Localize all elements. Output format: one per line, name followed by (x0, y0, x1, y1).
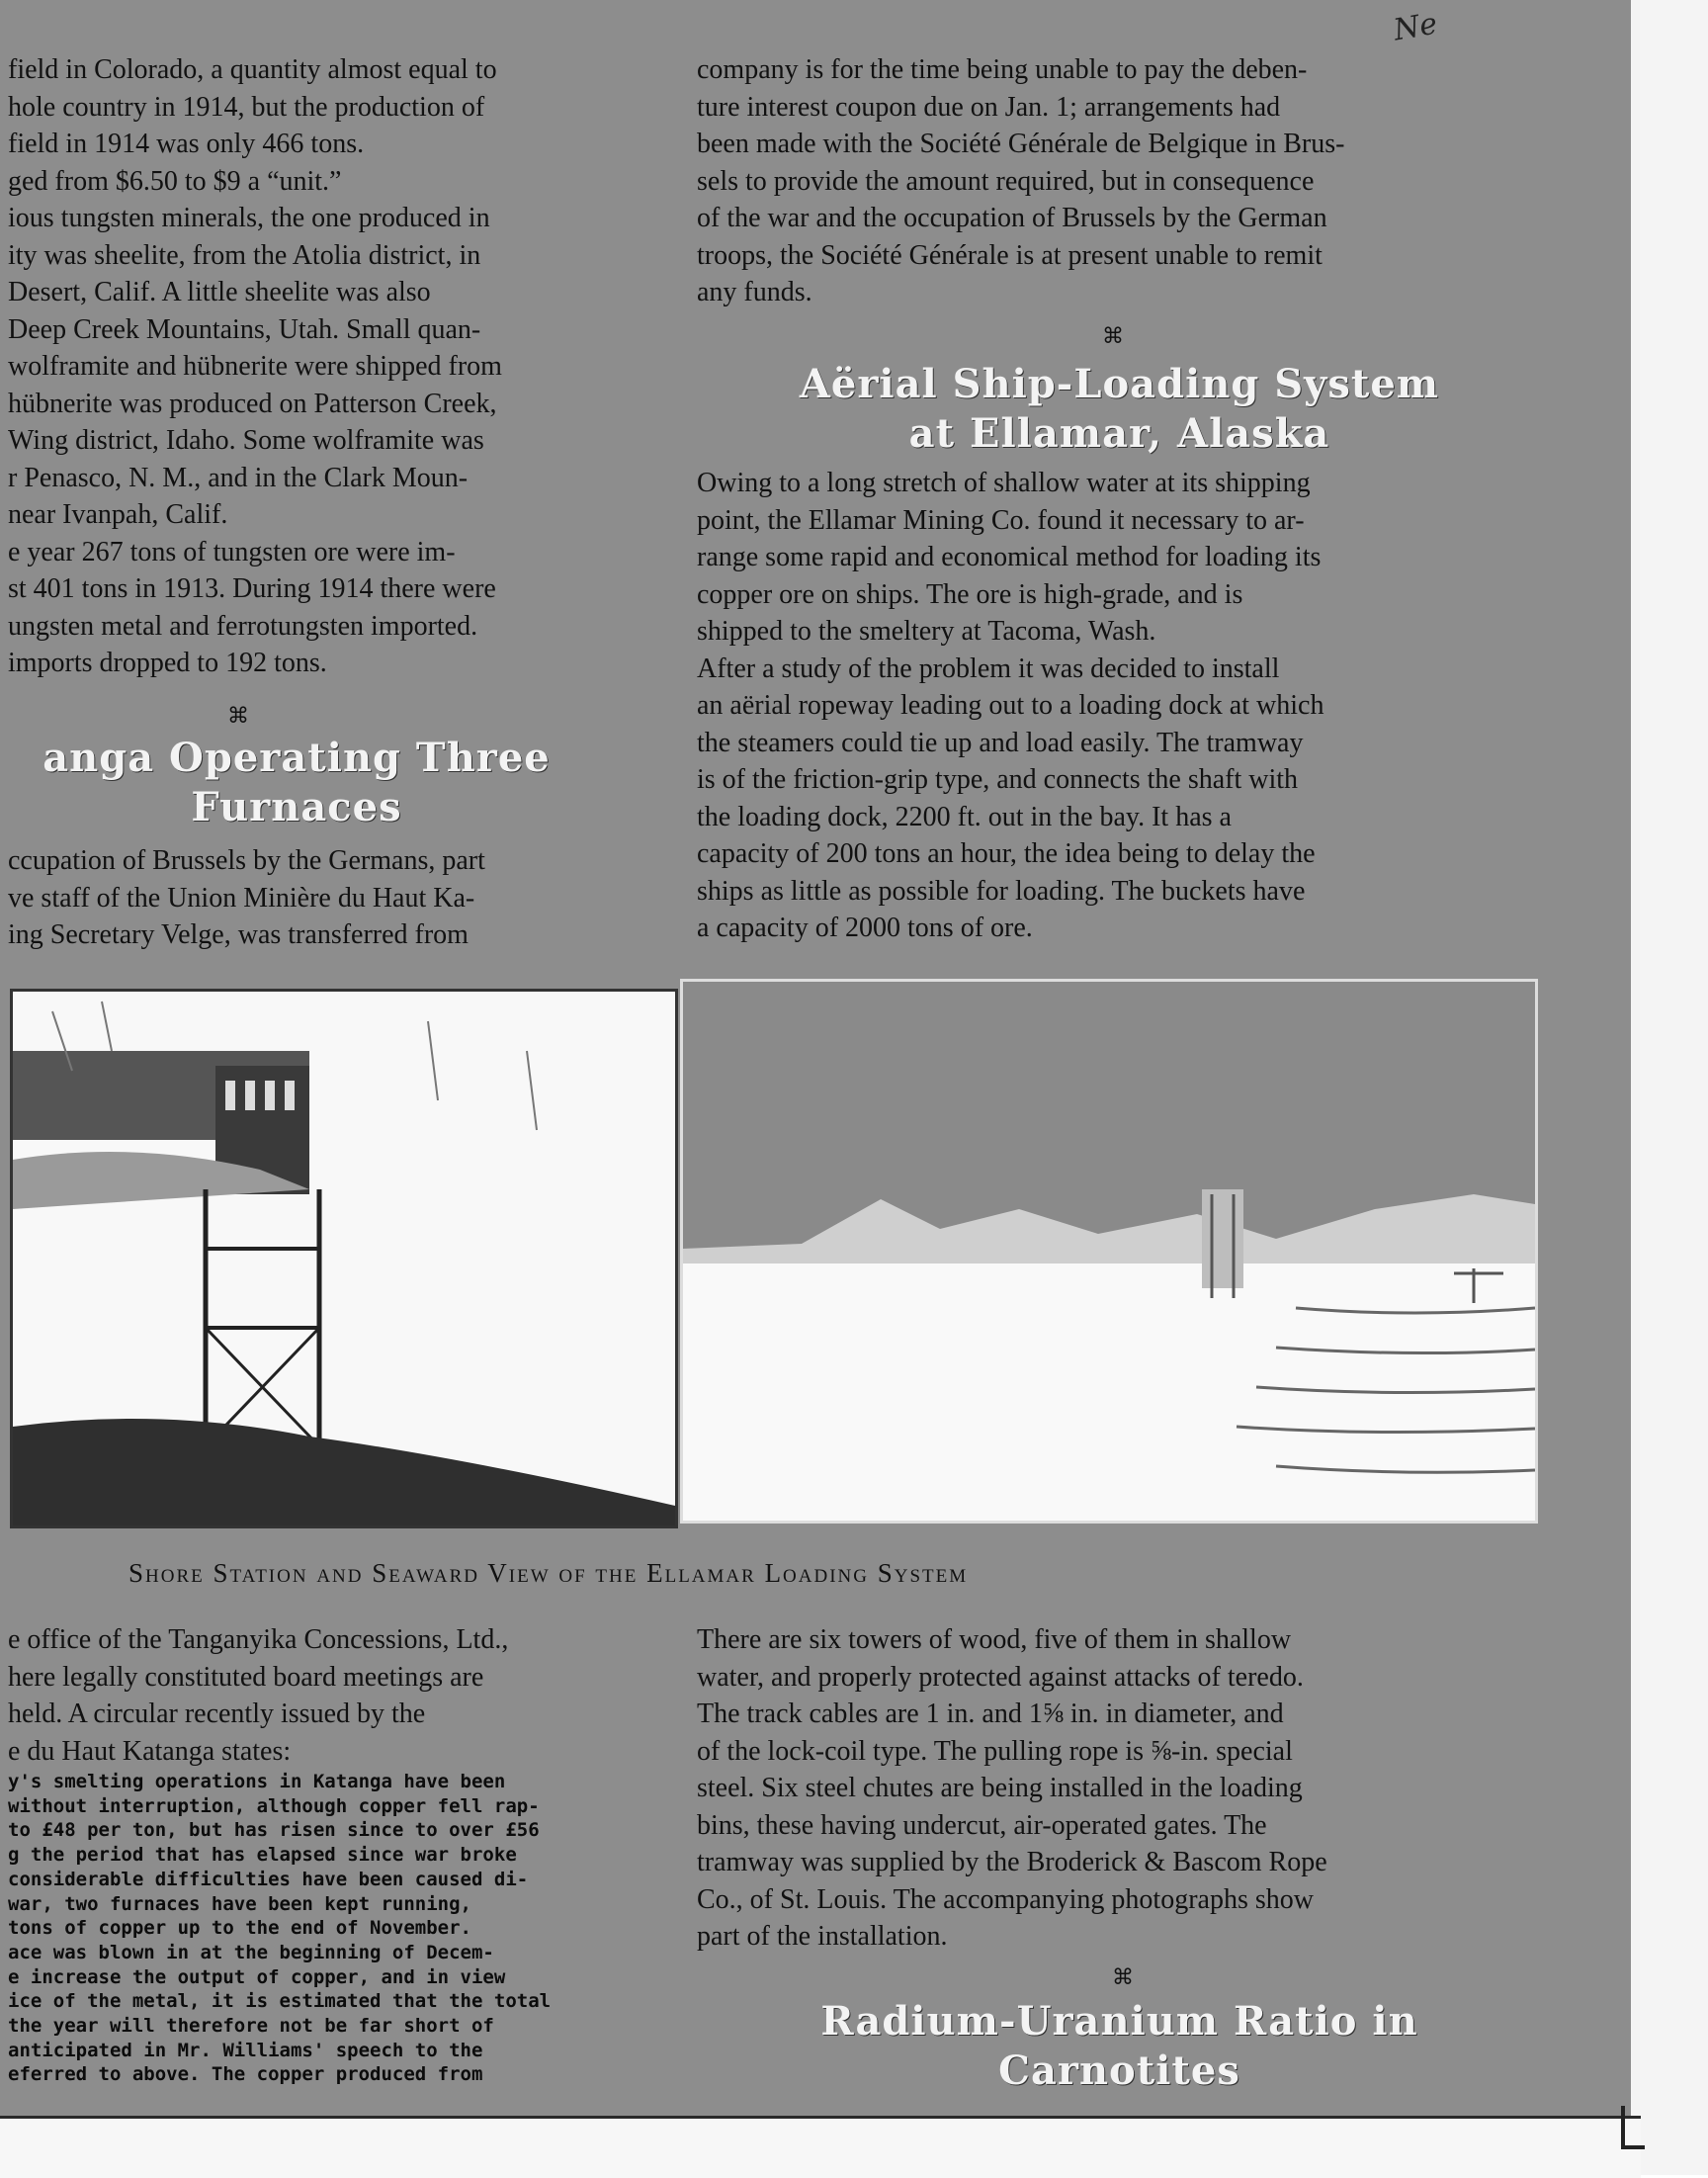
text-line: ity was sheelite, from the Atolia district, in (8, 239, 481, 271)
paper-margin-bottom (0, 2116, 1641, 2178)
headline-radium (697, 1997, 1542, 2096)
text-line: There are six towers of wood, five of them in shallow (697, 1624, 1292, 1655)
text-line: of the war and the occupation of Brussels by the German (697, 203, 1327, 233)
text-line: capacity of 200 tons an hour, the idea being to delay the (697, 838, 1316, 869)
text-line: e increase the output of copper, and in view (8, 1965, 506, 1988)
headline-katanga-line-1: anga Operating Three (43, 735, 551, 781)
text-line: ing Secretary Velge, was transferred from (8, 919, 469, 950)
text-line: held. A circular recently issued by the (8, 1699, 426, 1729)
text-line: field in Colorado, a quantity almost equal to (8, 54, 497, 85)
text-line: e office of the Tanganyika Concessions, Ltd., (8, 1624, 509, 1655)
text-line: near Ivanpah, Calif. (8, 499, 228, 530)
text-line: tramway was supplied by the Broderick & Bascom Rope (697, 1847, 1327, 1877)
text-line: e year 267 tons of tungsten ore were im- (8, 536, 456, 567)
text-line: ace was blown in at the beginning of Decem- (8, 1941, 494, 1963)
text-line: g the period that has elapsed since war broke (8, 1844, 517, 1867)
text-line: war, two furnaces have been kept running, (8, 1892, 471, 1915)
text-line: of the lock-coil type. The pulling rope is ⅝-in. special (697, 1735, 1293, 1767)
text-line: ged from $6.50 to $9 a “unit.” (8, 165, 342, 197)
paper-margin-right (1631, 0, 1708, 2175)
text-line: a capacity of 2000 tons of ore. (697, 913, 1033, 943)
headline-aerial-line-2: at Ellamar, Alaska (908, 410, 1330, 457)
text-line: troops, the Société Générale is at present unable to remit (697, 239, 1323, 271)
headline-radium-line-2: Carnotites (998, 2047, 1240, 2094)
text-line: ships as little as possible for loading. The buckets have (697, 875, 1306, 907)
text-line: anticipated in Mr. Williams' speech to the (8, 2039, 483, 2061)
text-line: without interruption, although copper fell rap- (8, 1794, 540, 1817)
text-line: point, the Ellamar Mining Co. found it necessary to ar- (697, 504, 1305, 536)
ornament: ⌘ (1112, 1965, 1134, 1990)
text-line: considerable difficulties have been caused di- (8, 1868, 529, 1890)
text-line: ice of the metal, it is estimated that the total (8, 1990, 552, 2013)
headline-katanga-line-2: Furnaces (191, 784, 402, 830)
text-line: imports dropped to 192 tons. (8, 648, 327, 678)
text-line: hole country in 1914, but the production of (8, 91, 485, 123)
text-line: shipped to the smeltery at Tacoma, Wash. (697, 616, 1156, 647)
text-line: company is for the time being unable to pay the deben- (697, 54, 1308, 85)
text-line: e du Haut Katanga states: (8, 1735, 292, 1767)
text-line: Owing to a long stretch of shallow water at its shipping (697, 468, 1311, 498)
right-column-aerial (697, 465, 1542, 947)
text-line: range some rapid and economical method for loading its (697, 542, 1322, 572)
photo-shore-station (10, 989, 678, 1528)
text-line: wolframite and hübnerite were shipped from (8, 351, 502, 382)
text-line: steel. Six steel chutes are being installed in the loading (697, 1773, 1303, 1803)
text-line: Wing district, Idaho. Some wolframite was (8, 425, 484, 456)
headline-aerial-line-1: Aërial Ship-Loading System (799, 361, 1440, 407)
text-line: ungsten metal and ferrotungsten imported. (8, 610, 478, 642)
ornament: ⌘ (227, 704, 249, 729)
text-line: tons of copper up to the end of November. (8, 1917, 471, 1940)
text-line: ious tungsten minerals, the one produced in (8, 203, 490, 233)
text-line: any funds. (697, 277, 812, 307)
text-line: y's smelting operations in Katanga have been (8, 1771, 506, 1792)
text-line: sels to provide the amount required, but in consequence (697, 165, 1315, 197)
text-line: field in 1914 was only 466 tons. (8, 129, 365, 159)
right-column-top (697, 51, 1542, 311)
text-line: an aërial ropeway leading out to a loading dock at which (697, 690, 1324, 721)
left-column-bottom (8, 1621, 660, 1770)
text-line: been made with the Société Générale de Belgique in Brus- (697, 129, 1345, 159)
text-line: st 401 tons in 1913. During 1914 there were (8, 573, 496, 604)
small-print-quote (8, 1770, 660, 2087)
text-line: eferred to above. The copper produced from (8, 2063, 483, 2086)
text-line: the steamers could tie up and load easily. The tramway (697, 727, 1304, 758)
text-line: After a study of the problem it was decided to install (697, 653, 1280, 684)
text-line: The track cables are 1 in. and 1⅝ in. in diameter, and (697, 1699, 1284, 1729)
headline-radium-line-1: Radium-Uranium Ratio in (820, 1998, 1418, 2045)
headline-katanga (0, 734, 593, 832)
text-line: Co., of St. Louis. The accompanying photographs show (697, 1883, 1314, 1915)
text-line: part of the installation. (697, 1921, 948, 1952)
text-line: copper ore on ships. The ore is high-grade, and is (697, 578, 1243, 610)
photo-seaward-view (680, 979, 1538, 1524)
text-line: water, and properly protected against attacks of teredo. (697, 1661, 1304, 1693)
left-column-mid (8, 842, 660, 954)
right-column-bottom (697, 1621, 1542, 1956)
ornament: ⌘ (1102, 324, 1124, 349)
handwritten-note: Ne (1391, 6, 1440, 48)
text-line: Deep Creek Mountains, Utah. Small quan- (8, 313, 481, 345)
text-line: bins, these having undercut, air-operated gates. The (697, 1809, 1267, 1841)
text-line: the year will therefore not be far short of (8, 2015, 494, 2038)
corner-mark (1621, 2106, 1645, 2149)
text-line: ve staff of the Union Minière du Haut Ka- (8, 882, 475, 914)
text-line: ccupation of Brussels by the Germans, part (8, 845, 485, 876)
text-line: the loading dock, 2200 ft. out in the bay. It has a (697, 801, 1232, 832)
headline-aerial (697, 360, 1542, 459)
text-line: Desert, Calif. A little sheelite was also (8, 277, 431, 307)
text-line: hübnerite was produced on Patterson Creek, (8, 388, 497, 419)
text-line: to £48 per ton, but has risen since to over £56 (8, 1819, 540, 1842)
text-line: r Penasco, N. M., and in the Clark Moun- (8, 462, 469, 493)
photo-caption: Shore Station and Seaward View of the Ellamar Loading System (128, 1558, 969, 1588)
text-line: ture interest coupon due on Jan. 1; arrangements had (697, 91, 1281, 123)
text-line: is of the friction-grip type, and connects the shaft with (697, 764, 1299, 795)
left-column-top (8, 51, 660, 682)
text-line: here legally constituted board meetings are (8, 1661, 484, 1693)
